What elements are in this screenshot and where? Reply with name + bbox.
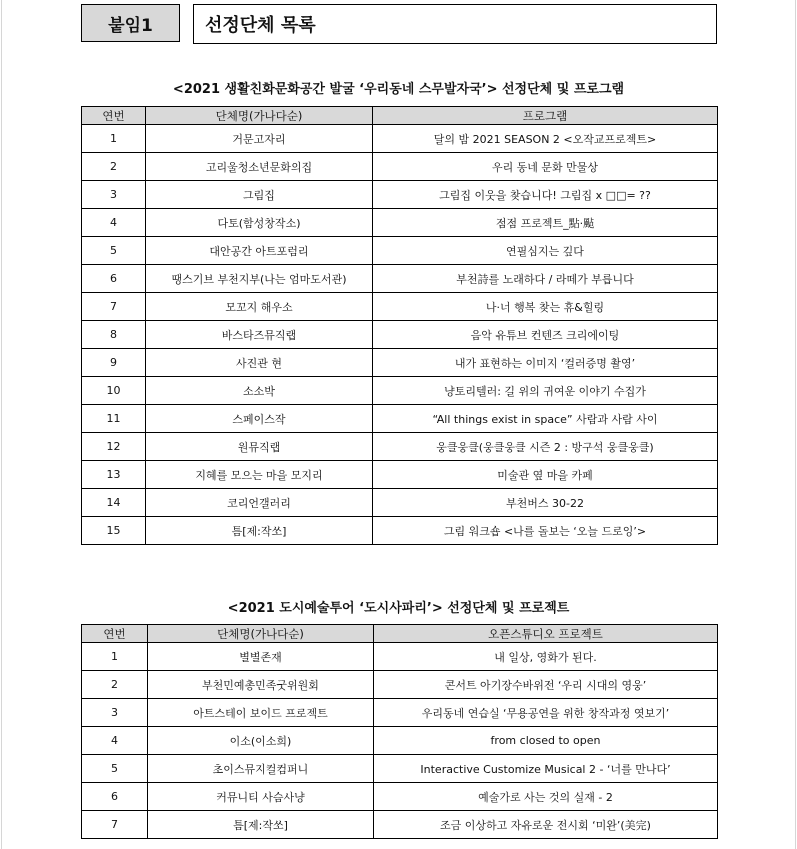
cell-program: 연필심지는 깊다 <box>373 237 718 265</box>
cell-organization: 별별존재 <box>148 643 374 671</box>
cell-program: 내가 표현하는 이미지 ‘컬러증명 촬영’ <box>373 349 718 377</box>
cell-organization: 다토(함성창작소) <box>146 209 373 237</box>
page-title <box>193 4 717 44</box>
table-row <box>82 349 718 377</box>
cell-program: 음악 유튜브 컨텐즈 크리에이팅 <box>373 321 718 349</box>
cell-organization: 부천민예총민족굿위원회 <box>148 671 374 699</box>
cell-number: 12 <box>82 433 146 461</box>
cell-number: 4 <box>82 727 148 755</box>
cell-program: 냥토리텔러: 길 위의 귀여운 이야기 수집가 <box>373 377 718 405</box>
cell-number: 6 <box>82 783 148 811</box>
cell-number: 3 <box>82 181 146 209</box>
table-row <box>82 461 718 489</box>
cell-number: 10 <box>82 377 146 405</box>
table-row <box>82 209 718 237</box>
cell-number: 2 <box>82 153 146 181</box>
table-row <box>82 237 718 265</box>
cell-program: 그림집 이웃을 찾습니다! 그림집 x □□= ?? <box>373 181 718 209</box>
cell-program: “All things exist in space” 사람과 사람 사이 <box>373 405 718 433</box>
cell-number: 7 <box>82 293 146 321</box>
table-row <box>82 811 718 839</box>
cell-program: 내 일상, 영화가 된다. <box>374 643 718 671</box>
cell-program: 우리 동네 문화 만물상 <box>373 153 718 181</box>
cell-program: 웅클웅클(웅클웅클 시즌 2 : 방구석 웅클웅클) <box>373 433 718 461</box>
cell-organization: 고리울청소년문화의집 <box>146 153 373 181</box>
table-row <box>82 699 718 727</box>
table-header-row <box>82 625 718 643</box>
cell-program: 미술관 옆 마을 카페 <box>373 461 718 489</box>
program-table <box>81 106 718 545</box>
table-row <box>82 377 718 405</box>
cell-number: 3 <box>82 699 148 727</box>
cell-organization: 소소박 <box>146 377 373 405</box>
cell-program: from closed to open <box>374 727 718 755</box>
cell-number: 1 <box>82 643 148 671</box>
cell-organization: 아트스테이 보이드 프로젝트 <box>148 699 374 727</box>
cell-program: 우리동네 연습실 ‘무용공연을 위한 창작과정 엿보기’ <box>374 699 718 727</box>
section2-caption: <2021 도시예술투어 ‘도시사파리’> 선정단체 및 프로젝트 <box>227 601 570 616</box>
table-row <box>82 783 718 811</box>
cell-organization: 틈[제:작쏘] <box>146 517 373 545</box>
column-header-project: 오픈스튜디오 프로젝트 <box>374 625 718 643</box>
cell-program: 예술가로 사는 것의 실재 - 2 <box>374 783 718 811</box>
column-header-organization: 단체명(가나다순) <box>148 625 374 643</box>
column-header-organization: 단체명(가나다순) <box>146 107 373 125</box>
cell-organization: 바스타즈뮤직랩 <box>146 321 373 349</box>
cell-organization: 코리언갤러리 <box>146 489 373 517</box>
cell-number: 7 <box>82 811 148 839</box>
cell-number: 13 <box>82 461 146 489</box>
table-row <box>82 489 718 517</box>
column-header-number: 연번 <box>82 625 148 643</box>
table-row <box>82 433 718 461</box>
program-table-body <box>82 125 718 545</box>
table-row <box>82 727 718 755</box>
cell-organization: 커뮤니티 사슴사냥 <box>148 783 374 811</box>
cell-number: 8 <box>82 321 146 349</box>
cell-organization: 그림집 <box>146 181 373 209</box>
column-header-program: 프로그램 <box>373 107 718 125</box>
cell-organization: 대안공간 아트포럼리 <box>146 237 373 265</box>
table-row <box>82 153 718 181</box>
table-row <box>82 755 718 783</box>
cell-organization: 사진관 현 <box>146 349 373 377</box>
project-table-body <box>82 643 718 839</box>
cell-organization: 스페이스작 <box>146 405 373 433</box>
cell-program: 나·너 행복 찾는 휴&힐링 <box>373 293 718 321</box>
cell-organization: 거문고자리 <box>146 125 373 153</box>
table-row <box>82 293 718 321</box>
cell-number: 2 <box>82 671 148 699</box>
cell-organization: 지혜를 모으는 마을 모지리 <box>146 461 373 489</box>
cell-number: 11 <box>82 405 146 433</box>
cell-number: 9 <box>82 349 146 377</box>
page-edge-left <box>1 0 2 849</box>
page-edge-right <box>795 0 796 849</box>
table-row <box>82 265 718 293</box>
cell-program: Interactive Customize Musical 2 - ‘너를 만나다’ <box>374 755 718 783</box>
cell-organization: 땡스기브 부천지부(나는 엄마도서관) <box>146 265 373 293</box>
table-row <box>82 643 718 671</box>
table-row <box>82 517 718 545</box>
project-table <box>81 624 718 839</box>
table-header-row <box>82 107 718 125</box>
cell-number: 4 <box>82 209 146 237</box>
cell-number: 1 <box>82 125 146 153</box>
table-row <box>82 125 718 153</box>
cell-program: 부천버스 30-22 <box>373 489 718 517</box>
cell-program: 콘서트 아기장수바위전 ‘우리 시대의 영웅’ <box>374 671 718 699</box>
table-row <box>82 181 718 209</box>
cell-organization: 이소(이소희) <box>148 727 374 755</box>
column-header-number: 연번 <box>82 107 146 125</box>
cell-number: 15 <box>82 517 146 545</box>
cell-program: 부천詩를 노래하다 / 라떼가 부릅니다 <box>373 265 718 293</box>
cell-number: 6 <box>82 265 146 293</box>
cell-program: 그림 워크숍 <나를 돌보는 ‘오늘 드로잉’> <box>373 517 718 545</box>
cell-organization: 원뮤직랩 <box>146 433 373 461</box>
cell-organization: 초이스뮤지컬컴퍼니 <box>148 755 374 783</box>
section1-caption: <2021 생활친화문화공간 발굴 ‘우리동네 스무발자국’> 선정단체 및 프로그램 <box>172 82 625 97</box>
cell-program: 점점 프로젝트_點·颭 <box>373 209 718 237</box>
page-title-text: 선정단체 목록 <box>205 15 316 36</box>
attachment-tag <box>81 4 180 42</box>
cell-organization: 모꼬지 해우소 <box>146 293 373 321</box>
cell-number: 5 <box>82 237 146 265</box>
attachment-tag-label: 붙임1 <box>108 15 153 36</box>
cell-organization: 틈[제:작쏘] <box>148 811 374 839</box>
cell-program: 조금 이상하고 자유로운 전시회 ‘미완’(美完) <box>374 811 718 839</box>
table-row <box>82 321 718 349</box>
table-row <box>82 405 718 433</box>
table-row <box>82 671 718 699</box>
cell-number: 5 <box>82 755 148 783</box>
cell-program: 달의 밤 2021 SEASON 2 <오작교프로젝트> <box>373 125 718 153</box>
cell-number: 14 <box>82 489 146 517</box>
